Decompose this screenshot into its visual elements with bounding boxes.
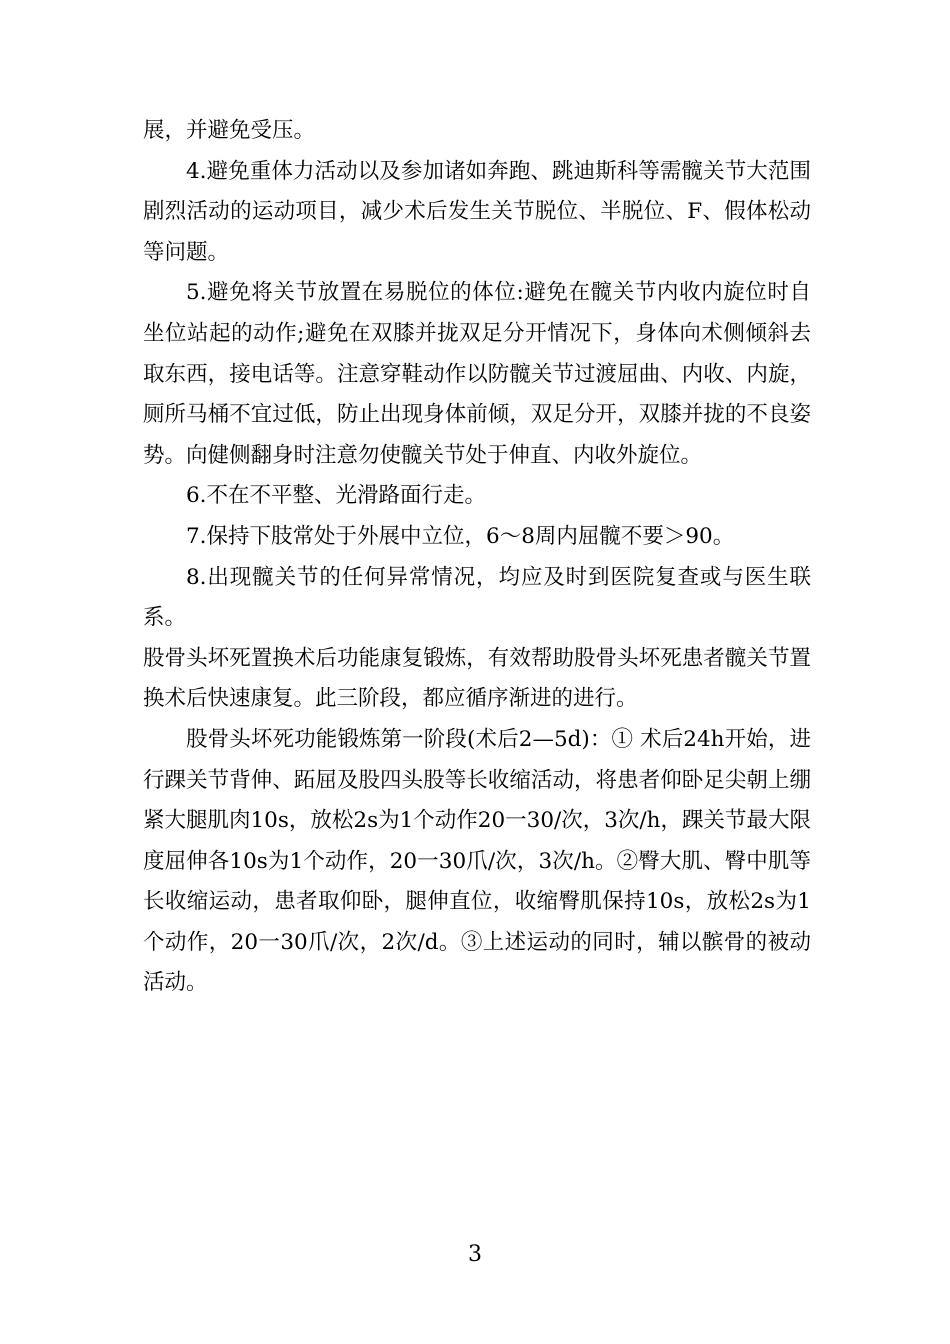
body-text — [143, 111, 811, 1004]
paragraph-1: 展，并避免受压。 — [143, 118, 316, 143]
paragraph-7: 股骨头坏死置换术后功能康复锻炼，有效帮助股骨头坏死患者髋关节置换术后快速康复。此三阶段，都应循序渐进的进行。 — [143, 645, 811, 712]
paragraph-5: 7.保持下肢常处于外展中立位，6～8周内屈髋不要＞90。 — [186, 523, 735, 549]
paragraph-4: 6.不在不平整、光滑路面行走。 — [186, 483, 487, 509]
paragraph-6: 8.出现髋关节的任何异常情况，均应及时到医院复查或与医生联系。 — [143, 564, 811, 631]
paragraph-8: 股骨头坏死功能锻炼第一阶段(术后2—5d)：① 术后24h开始，进行踝关节背伸、跖屈及股四头股等长收缩活动，将患者仰卧足尖朝上绷紧大腿肌肉10s，放松2s为1个动作20一30/次，3次/h，踝关节最大限度屈伸各10s为1个动作，20一30爪/次，3次/h。②臀大肌、臀中肌等长收缩运动，患者取仰卧，腿伸直位，收缩臀肌保持10s，放松2s为1个动作，20一30爪/次，2次/d。③上述运动的同时，辅以髌骨的被动活动。 — [143, 726, 812, 996]
page-number: 3 — [468, 1242, 482, 1267]
paragraph-2: 4.避免重体力活动以及参加诸如奔跑、跳迪斯科等需髋关节大范围剧烈活动的运动项目，减少术后发生关节脱位、半脱位、F、假体松动等问题。 — [143, 158, 811, 265]
paragraph-3: 5.避免将关节放置在易脱位的体位:避免在髋关节内收内旋位时自坐位站起的动作;避免在双膝并拢双足分开情况下，身体向术侧倾斜去取东西，接电话等。注意穿鞋动作以防髋关节过渡屈曲、内收、内旋，厕所马桶不宜过低，防止出现身体前倾，双足分开，双膝并拢的不良姿势。向健侧翻身时注意勿使髋关节处于伸直、内收外旋位。 — [143, 280, 811, 468]
